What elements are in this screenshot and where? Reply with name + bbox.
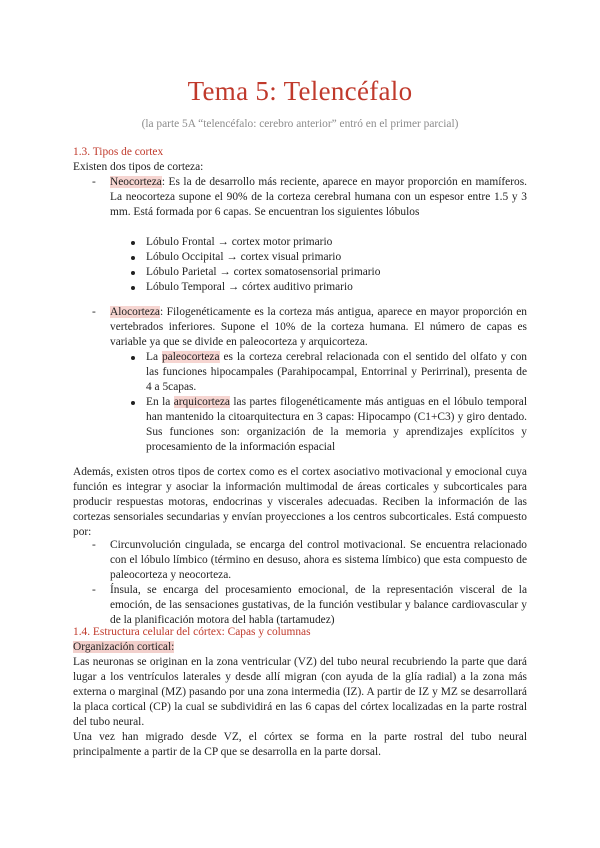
- neocorteza-term: Neocorteza: [110, 176, 162, 188]
- lobe-item: Lóbulo Temporal → córtex auditivo primario: [146, 281, 353, 293]
- bullet-dot: [131, 286, 135, 290]
- bullet-dot: [131, 256, 135, 260]
- cortex-asociativo-paragraph: Además, existen otros tipos de cortex como es el cortex asociativo motivacional y emocional cuya función es integrar y asociar la información multimodal de áreas corticales y subcorticales para producir respuestas motoras, endocrinas y viscerales adecuadas. Reciben la información de las cortezas sensoriales secundarias y envían proyecciones a los centros subcorticales. Está compuesto por:: [73, 466, 527, 538]
- organizacion-paragraph-1: Las neuronas se originan en la zona ventricular (VZ) del tubo neural recubriendo la parte que dará lugar a los ventrículos laterales y desde allí migran (con ayuda de la glía radial) a la zona más externa o marginal (MZ) pasando por una zona intermedia (IZ). A partir de IZ y MZ se desarrollará la placa cortical (CP) la cual se subdividirá en las 6 capas del córtex localizadas en la parte rostral del tubo neural.: [73, 656, 527, 728]
- paleocorteza-term: paleocorteza: [161, 351, 220, 363]
- arquicorteza-term: arquicorteza: [173, 396, 230, 408]
- arquicorteza-paragraph: [146, 395, 527, 455]
- list-dash: -: [92, 306, 96, 318]
- list-dash: -: [92, 539, 96, 551]
- organizacion-paragraph-2: Una vez han migrado desde VZ, el córtex se forma en la parte rostral del tubo neural principalmente a partir de la CP que se desarrolla en la parte dorsal.: [73, 731, 527, 758]
- section-heading-estructura-celular: 1.4. Estructura celular del córtex: Capas y columnas: [73, 626, 311, 638]
- arquicorteza-text: las partes filogenéticamente más antiguas en el lóbulo temporal han mantenido la citoarquitectura en 3 capas: Hipocampo (C1+C3) y giro dentado. Sus funciones son: organización de la memoria y aprendizajes explícitos y procesamiento de la información espacial: [146, 396, 527, 453]
- asociativo-item-cingulada: Circunvolución cingulada, se encarga del control motivacional. Se encuentra relacionado con el lóbulo límbico (término en desuso, ahora es sistema límbico) que esta compuesto de paleocorteza y neocorteza.: [110, 539, 527, 581]
- subheading-organizacion-cortical: [73, 640, 174, 655]
- lobe-item: Lóbulo Parietal → cortex somatosensorial primario: [146, 266, 381, 278]
- bullet-dot: [131, 356, 135, 360]
- bullet-dot: [131, 241, 135, 245]
- list-dash: -: [92, 176, 96, 188]
- arquicorteza-prefix: En la: [146, 396, 174, 408]
- neocorteza-paragraph: [110, 175, 527, 220]
- lobe-item: Lóbulo Frontal → cortex motor primario: [146, 236, 333, 248]
- neocorteza-text: : Es la de desarrollo más reciente, aparece en mayor proporción en mamíferos. La neocorteza supone el 90% de la corteza cerebral humana con un espesor entre 1.5 y 3 mm. Está formada por 6 capas. Se encuentran los siguientes lóbulos: [110, 176, 527, 218]
- list-dash: -: [92, 584, 96, 596]
- section-heading-tipos-cortex: 1.3. Tipos de cortex: [73, 146, 164, 158]
- alocorteza-paragraph: [110, 305, 527, 350]
- bullet-dot: [131, 271, 135, 275]
- lobe-item: Lóbulo Occipital → cortex visual primario: [146, 251, 342, 263]
- paleocorteza-paragraph: [146, 350, 527, 395]
- alocorteza-term: Alocorteza: [110, 306, 160, 318]
- paleocorteza-prefix: La: [146, 351, 162, 363]
- subheading-text: Organización cortical:: [73, 641, 175, 653]
- page-title: Tema 5: Telencéfalo: [187, 76, 413, 106]
- bullet-dot: [131, 401, 135, 405]
- asociativo-item-insula: Ínsula, se encarga del procesamiento emocional, de la representación visceral de la emoción, de las sensaciones gustativas, de la función vestibular y balance cardiovascular y de la planificación motora del habla (tartamudez): [110, 584, 527, 626]
- alocorteza-text: : Filogenéticamente es la corteza más antigua, aparece en mayor proporción en vertebrados inferiores. Supone el 10% de la corteza humana. El número de capas es variable ya que se divide en paleocorteza y arquicorteza.: [110, 306, 527, 348]
- page-subtitle: (la parte 5A “telencéfalo: cerebro anterior” entró en el primer parcial): [141, 118, 459, 130]
- paleocorteza-text: es la corteza cerebral relacionada con el sentido del olfato y con las funciones hipocampales (Parahipocampal, Entorrinal y Perirrinal), presenta de 4 a 5capas.: [146, 351, 527, 393]
- section-intro: Existen dos tipos de corteza:: [73, 161, 204, 173]
